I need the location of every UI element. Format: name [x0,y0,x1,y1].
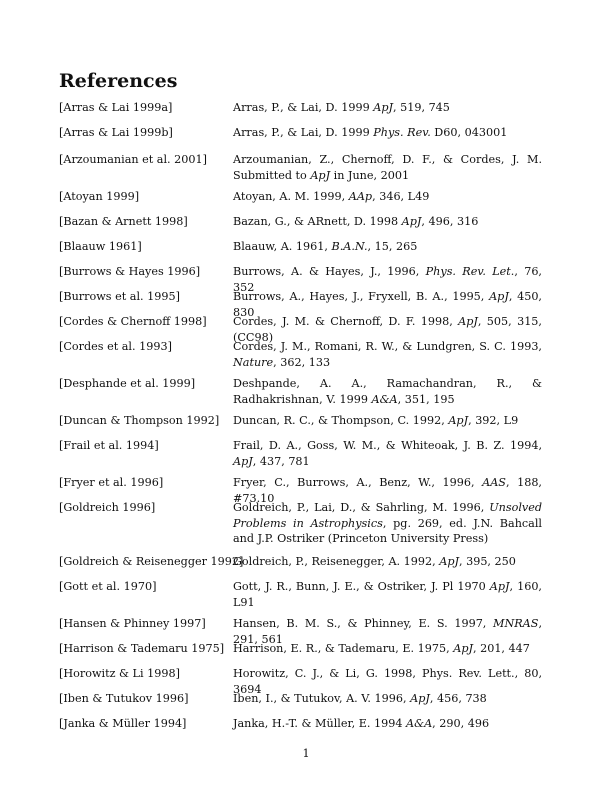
reference-text: , 450, 830 [233,290,542,319]
reference-key: [Janka & Müller 1994] [59,717,187,730]
reference-entry [233,152,542,183]
reference-text: in June, 2001 [330,168,410,182]
reference-entry [233,214,542,230]
reference-text: , 496, 316 [421,215,479,228]
reference-key: [Burrows et al. 1995] [59,290,180,303]
reference-key: [Cordes & Chernoff 1998] [59,315,207,328]
reference-key: [Arras & Lai 1999a] [59,101,173,114]
reference-text: , 160, L91 [233,580,542,609]
reference-text: Janka, H.-T. & Müller, E. 1994 [233,717,407,730]
reference-text: ApJ [458,315,478,328]
reference-text: , pg. 269, ed. J.N. Bahcall and J.P. Ostriker (Princeton University Press) [233,516,542,545]
reference-text: D60, 043001 [430,126,508,139]
reference-entry [233,376,542,407]
reference-text: , 437, 781 [252,454,310,468]
reference-text: Blaauw, A. 1961, [233,240,332,253]
reference-text: , 392, L9 [468,414,519,427]
reference-text: Atoyan, A. M. 1999, [233,190,349,203]
reference-text: MNRAS [493,617,539,630]
reference-text: Deshpande, A. A., Ramachandran, R., & Radhakrishnan, V. 1999 [233,377,542,406]
reference-text: Unsolved Problems in Astrophysics [233,501,542,530]
reference-text: ApJ [310,168,331,182]
reference-entry [233,438,542,469]
reference-text: Arras, P., & Lai, D. 1999 [233,126,374,139]
reference-text: ApJ [401,215,422,228]
reference-text: Duncan, R. C., & Thompson, C. 1992, [233,414,449,427]
reference-text: Fryer, C., Burrows, A., Benz, W., 1996, [233,476,483,489]
reference-key: [Fryer et al. 1996] [59,476,164,489]
reference-text: ApJ [453,642,473,655]
reference-text: , 519, 745 [392,101,450,114]
reference-entry [233,189,542,205]
reference-key: [Frail et al. 1994] [59,439,159,452]
reference-entry [233,641,542,657]
reference-key: [Harrison & Tademaru 1975] [59,642,225,655]
reference-entry [233,100,542,116]
reference-text: B.A.N. [331,240,368,253]
reference-key: [Goldreich 1996] [59,501,156,514]
reference-key: [Arzoumanian et al. 2001] [59,153,207,166]
reference-key: [Gott et al. 1970] [59,580,157,593]
reference-entry [233,239,542,255]
reference-text: , 505, 315, (CC98) [233,315,542,344]
reference-text: ApJ [489,580,510,593]
reference-text: Hansen, B. M. S., & Phinney, E. S. 1997, [233,617,494,630]
reference-text: , 346, L49 [372,190,430,203]
reference-text: ApJ [439,555,459,568]
reference-text: ApJ [233,454,253,468]
reference-entry [233,500,542,547]
reference-key: [Duncan & Thompson 1992] [59,414,220,427]
reference-key: [Iben & Tutukov 1996] [59,692,189,705]
reference-key: [Cordes et al. 1993] [59,340,172,353]
page-number: 1 [302,747,310,760]
reference-text: AAp [348,190,373,203]
reference-text: , 15, 265 [367,240,418,253]
reference-entry [233,554,542,570]
reference-text: , 395, 250 [458,555,516,568]
reference-entry [233,339,542,370]
reference-text: Bazan, G., & ARnett, D. 1998 [233,215,402,228]
reference-text: , 362, 133 [273,355,331,369]
reference-key: [Bazan & Arnett 1998] [59,215,188,228]
reference-text: Burrows, A. & Hayes, J., 1996, [233,265,426,278]
reference-key: [Goldreich & Reisenegger 1992] [59,555,244,568]
reference-text: , 291, 561 [233,617,542,646]
reference-text: Arras, P., & Lai, D. 1999 [233,101,374,114]
reference-text: , 76, 352 [233,265,542,294]
reference-entry [233,413,542,429]
reference-entry [233,579,542,610]
reference-text: , 188, #73.10 [233,476,542,505]
reference-text: Nature [233,355,274,369]
reference-text: , 351, 195 [397,392,455,406]
reference-key: [Hansen & Phinney 1997] [59,617,206,630]
reference-entry [233,716,542,732]
reference-text: Iben, I., & Tutukov, A. V. 1996, [233,692,411,705]
reference-text: ApJ [410,692,430,705]
reference-text: A&A [406,717,433,730]
reference-text: , 201, 447 [472,642,530,655]
reference-text: A&A [371,392,398,406]
references-heading: References [59,70,178,92]
reference-text: Frail, D. A., Goss, W. M., & Whiteoak, J. B. Z. 1994, [233,439,542,452]
reference-text: Phys. Rev. [373,126,431,139]
reference-text: Goldreich, P., Reisenegger, A. 1992, [233,555,440,568]
reference-key: [Desphande et al. 1999] [59,377,196,390]
reference-key: [Horowitz & Li 1998] [59,667,180,680]
reference-entry [233,691,542,707]
reference-text: Cordes, J. M., Romani, R. W., & Lundgren, S. C. 1993, [233,340,542,353]
reference-key: [Atoyan 1999] [59,190,140,203]
reference-text: Arzoumanian, Z., Chernoff, D. F., & Cordes, J. M. Submitted to [233,153,542,182]
reference-text: ApJ [448,414,469,427]
reference-key: [Arras & Lai 1999b] [59,126,173,139]
reference-text: , 456, 738 [429,692,487,705]
reference-text: Horowitz, C. J., & Li, G. 1998, Phys. Rev. Lett., 80, 3694 [233,667,542,696]
reference-text: Goldreich, P., Lai, D., & Sahrling, M. 1996, [233,501,490,514]
reference-text: Gott, J. R., Bunn, J. E., & Ostriker, J. Pl 1970 [233,580,490,593]
reference-key: [Blaauw 1961] [59,240,142,253]
reference-text: Cordes, J. M. & Chernoff, D. F. 1998, [233,315,459,328]
reference-text: ApJ [489,290,509,303]
reference-text: Harrison, E. R., & Tademaru, E. 1975, [233,642,454,655]
reference-entry [233,125,542,141]
reference-text: ApJ [373,101,393,114]
reference-key: [Burrows & Hayes 1996] [59,265,201,278]
reference-text: Burrows, A., Hayes, J., Fryxell, B. A., 1995, [233,290,490,303]
reference-text: AAS [482,476,506,489]
reference-text: , 290, 496 [432,717,490,730]
reference-text: Phys. Rev. Let. [425,265,515,278]
